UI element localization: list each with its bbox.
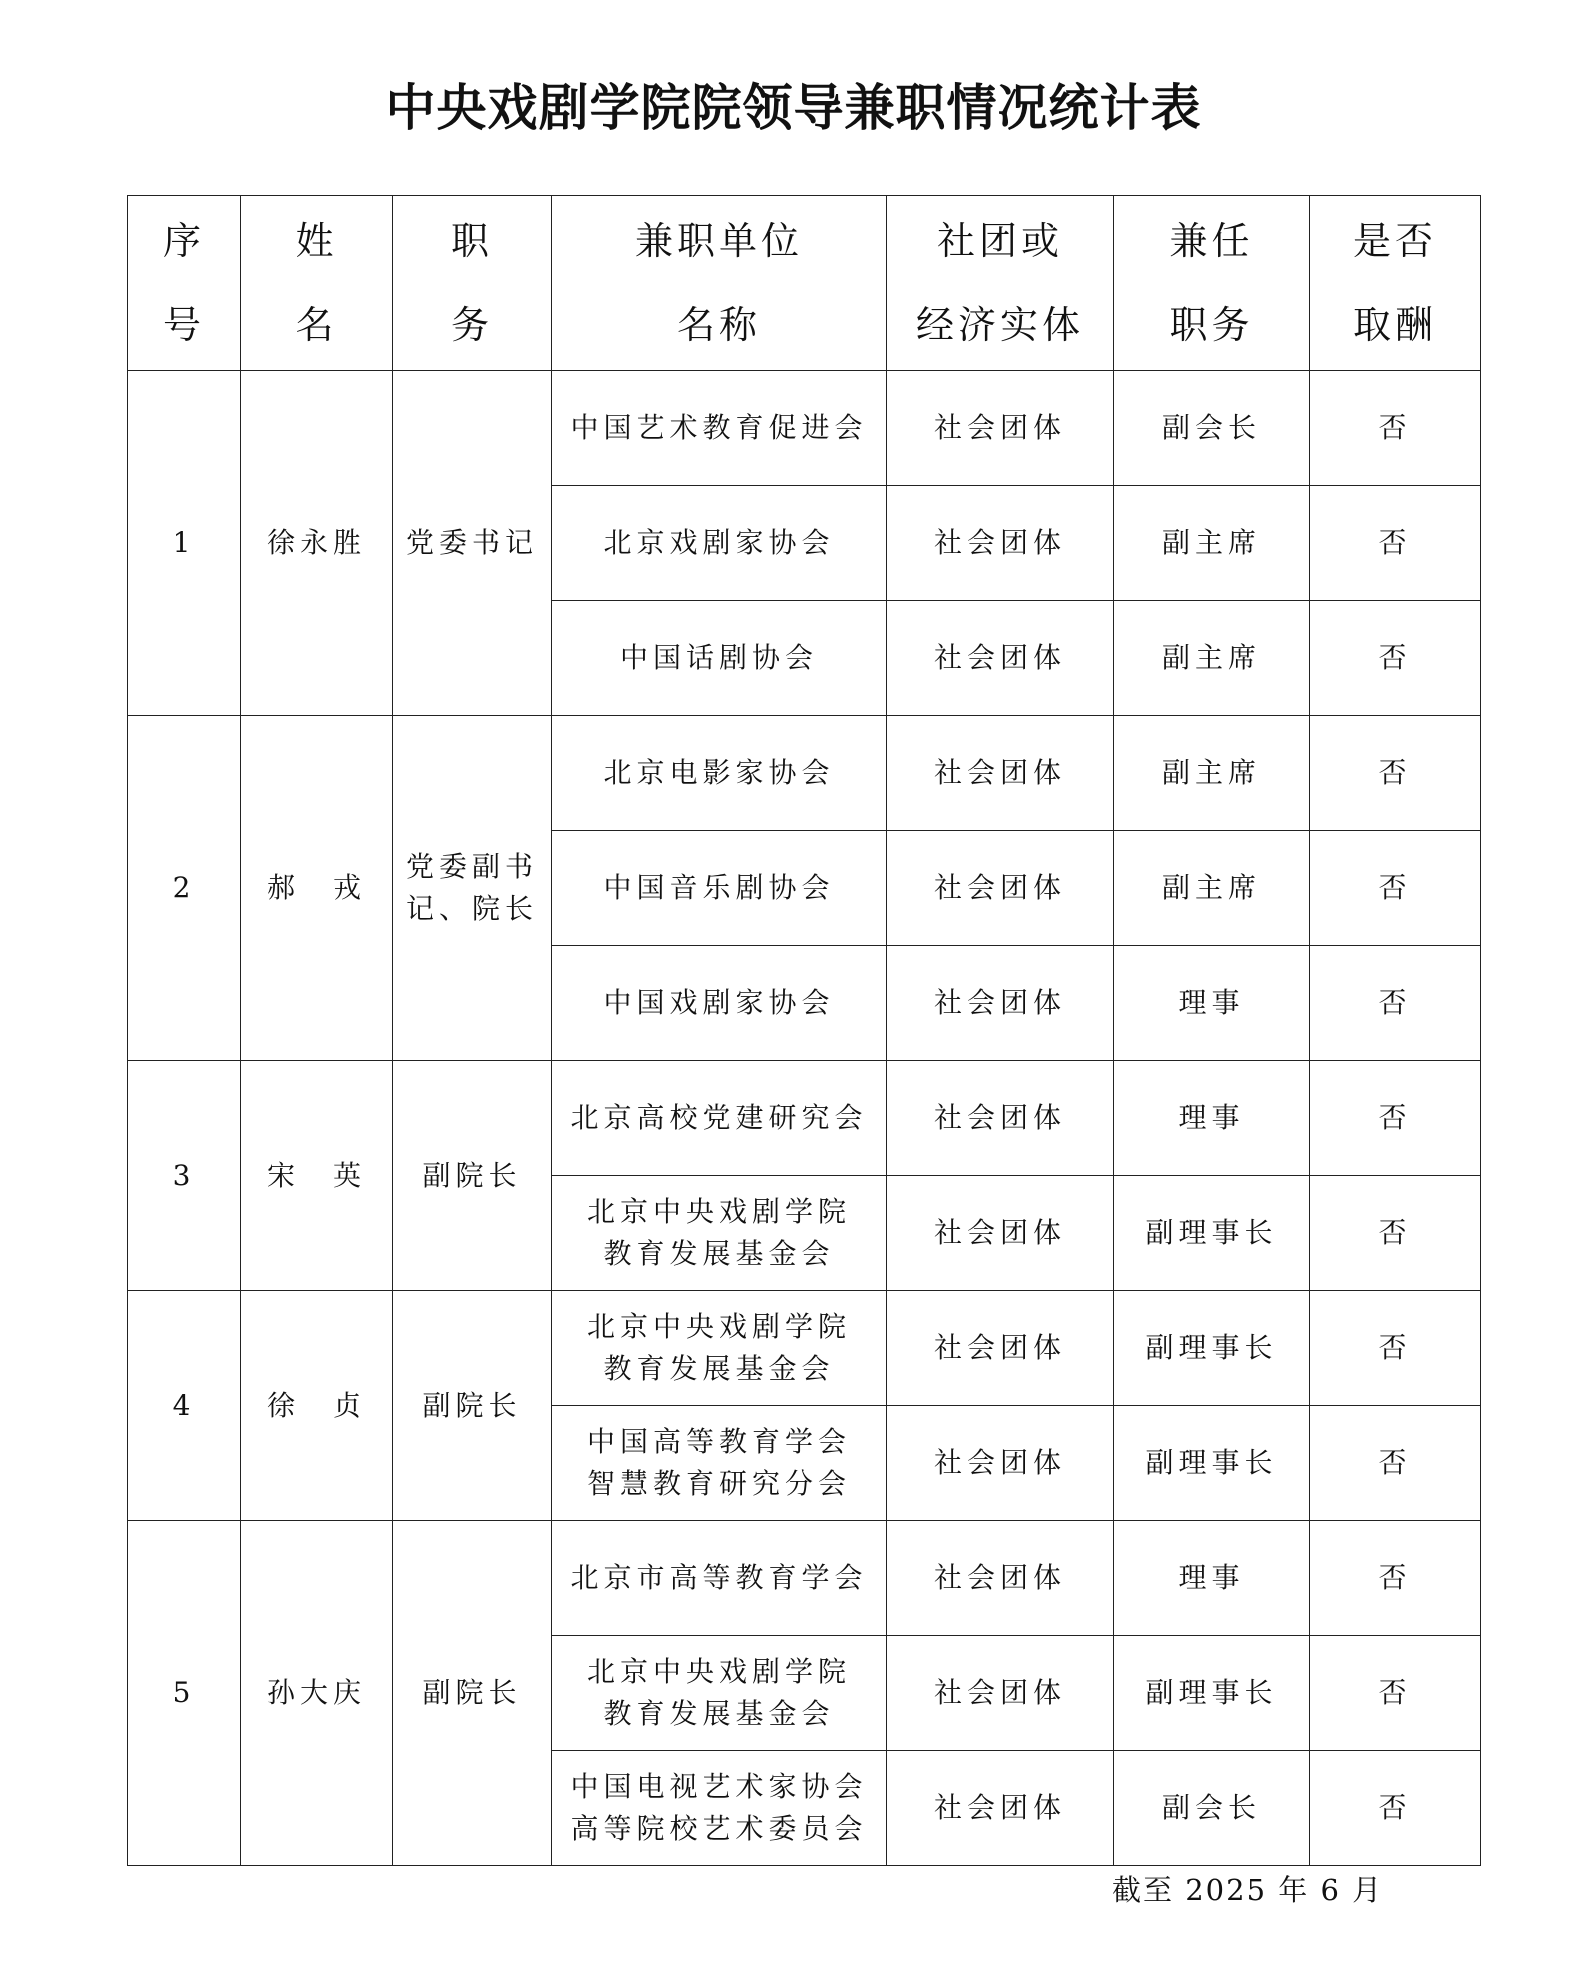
table-row: [128, 371, 1481, 486]
part-time-roles-table: [127, 195, 1481, 1866]
cell-role: 副主席: [1114, 831, 1310, 946]
cell-position: [393, 1291, 552, 1521]
cell-name: 宋 英: [241, 1061, 393, 1291]
table-header-row: [128, 196, 1481, 371]
cell-name: 徐 贞: [241, 1291, 393, 1521]
cell-paid: 否: [1310, 1751, 1481, 1866]
cell-paid: 否: [1310, 1291, 1481, 1406]
cell-org: [552, 946, 887, 1061]
cell-org-line: 中国艺术教育促进会: [570, 411, 868, 444]
cell-org: [552, 1521, 887, 1636]
header-org-type-line: 经济实体: [915, 303, 1084, 347]
cell-role: 副主席: [1114, 601, 1310, 716]
cell-paid: 否: [1310, 1406, 1481, 1521]
cell-org-line: 北京中央戏剧学院: [586, 1310, 851, 1343]
cell-index: 1: [128, 371, 241, 716]
cell-org-line: 中国音乐剧协会: [603, 871, 835, 904]
cell-org-line: 北京中央戏剧学院: [586, 1655, 851, 1688]
cell-org-type: 社会团体: [887, 1291, 1114, 1406]
cell-position: [393, 371, 552, 716]
cell-position-line: 副院长: [422, 1388, 522, 1422]
cell-org-type: 社会团体: [887, 1521, 1114, 1636]
cell-org-type: 社会团体: [887, 1636, 1114, 1751]
cell-org-line: 高等院校艺术委员会: [570, 1812, 868, 1845]
cell-org: [552, 1061, 887, 1176]
header-org: [552, 196, 887, 371]
cell-index: 4: [128, 1291, 241, 1521]
cell-name: 徐永胜: [241, 371, 393, 716]
cell-position-line: 记、院长: [405, 892, 538, 925]
cell-org: [552, 1291, 887, 1406]
cell-role: 理事: [1114, 1061, 1310, 1176]
cell-index: 5: [128, 1521, 241, 1866]
header-index-line: 序: [162, 219, 205, 263]
cell-position-line: 党委副书: [405, 850, 538, 883]
header-index: [128, 196, 241, 371]
cell-position: [393, 1521, 552, 1866]
cell-paid: 否: [1310, 716, 1481, 831]
header-paid-line: 取酬: [1352, 303, 1437, 347]
cell-paid: 否: [1310, 486, 1481, 601]
cell-org-line: 中国高等教育学会: [586, 1425, 851, 1458]
cell-paid: 否: [1310, 831, 1481, 946]
cell-org: [552, 716, 887, 831]
cell-paid: 否: [1310, 1176, 1481, 1291]
cell-org-type: 社会团体: [887, 831, 1114, 946]
cell-org-line: 智慧教育研究分会: [586, 1467, 851, 1500]
page-title: 中央戏剧学院院领导兼职情况统计表: [385, 78, 1202, 137]
cell-role: 副会长: [1114, 371, 1310, 486]
cell-org-type: 社会团体: [887, 716, 1114, 831]
cell-org-type: 社会团体: [887, 486, 1114, 601]
cell-position: [393, 716, 552, 1061]
header-role-line: 兼任: [1169, 219, 1254, 263]
header-org-line: 名称: [676, 303, 761, 347]
header-position-line: 职: [450, 219, 493, 263]
cell-org-type: 社会团体: [887, 1176, 1114, 1291]
date-note: 截至 2025 年 6 月: [1112, 1873, 1384, 1907]
cell-org: [552, 831, 887, 946]
cell-role: 副会长: [1114, 1751, 1310, 1866]
cell-index: 2: [128, 716, 241, 1061]
cell-org-line: 北京市高等教育学会: [570, 1561, 868, 1594]
cell-org-type: 社会团体: [887, 1061, 1114, 1176]
header-paid: [1310, 196, 1481, 371]
cell-role: 副理事长: [1114, 1291, 1310, 1406]
cell-org-line: 中国戏剧家协会: [603, 986, 835, 1019]
header-name: [241, 196, 393, 371]
cell-org-line: 北京高校党建研究会: [570, 1101, 868, 1134]
cell-paid: 否: [1310, 1061, 1481, 1176]
cell-role: 副理事长: [1114, 1176, 1310, 1291]
cell-position: [393, 1061, 552, 1291]
header-role: [1114, 196, 1310, 371]
cell-org-type: 社会团体: [887, 601, 1114, 716]
header-org-type: [887, 196, 1114, 371]
table-row: [128, 1521, 1481, 1636]
cell-org: [552, 1406, 887, 1521]
cell-role: 理事: [1114, 1521, 1310, 1636]
header-name-line: 名: [295, 303, 338, 347]
header-position-line: 务: [450, 303, 493, 347]
cell-org: [552, 486, 887, 601]
cell-org-type: 社会团体: [887, 1406, 1114, 1521]
header-org-line: 兼职单位: [634, 219, 803, 263]
cell-org: [552, 371, 887, 486]
cell-name: 郝 戎: [241, 716, 393, 1061]
cell-org-line: 教育发展基金会: [603, 1697, 835, 1730]
cell-role: 副理事长: [1114, 1636, 1310, 1751]
cell-position-line: 副院长: [422, 1676, 522, 1709]
header-name-line: 姓: [295, 219, 338, 263]
cell-org-line: 教育发展基金会: [603, 1352, 835, 1385]
cell-role: 副主席: [1114, 486, 1310, 601]
cell-org-line: 教育发展基金会: [603, 1237, 835, 1270]
cell-role: 理事: [1114, 946, 1310, 1061]
cell-org-line: 中国电视艺术家协会: [570, 1770, 868, 1803]
cell-org: [552, 1751, 887, 1866]
cell-role: 副主席: [1114, 716, 1310, 831]
cell-position-line: 副院长: [422, 1158, 522, 1192]
cell-paid: 否: [1310, 601, 1481, 716]
cell-paid: 否: [1310, 946, 1481, 1061]
cell-org-type: 社会团体: [887, 371, 1114, 486]
cell-org-type: 社会团体: [887, 946, 1114, 1061]
cell-position-line: 党委书记: [405, 526, 538, 559]
cell-org-line: 北京电影家协会: [603, 756, 835, 789]
header-paid-line: 是否: [1352, 219, 1437, 263]
cell-org-line: 中国话剧协会: [619, 641, 818, 674]
cell-index: 3: [128, 1061, 241, 1291]
table-row: [128, 1291, 1481, 1406]
header-role-line: 职务: [1169, 303, 1254, 347]
cell-org: [552, 601, 887, 716]
cell-name: 孙大庆: [241, 1521, 393, 1866]
cell-org-line: 北京戏剧家协会: [603, 526, 835, 559]
cell-role: 副理事长: [1114, 1406, 1310, 1521]
cell-org-line: 北京中央戏剧学院: [586, 1195, 851, 1228]
table-row: [128, 716, 1481, 831]
cell-paid: 否: [1310, 1636, 1481, 1751]
cell-org-type: 社会团体: [887, 1751, 1114, 1866]
cell-paid: 否: [1310, 1521, 1481, 1636]
header-position: [393, 196, 552, 371]
cell-org: [552, 1176, 887, 1291]
header-org-type-line: 社团或: [936, 219, 1063, 263]
cell-paid: 否: [1310, 371, 1481, 486]
cell-org: [552, 1636, 887, 1751]
header-index-line: 号: [162, 303, 205, 347]
table-row: [128, 1061, 1481, 1176]
